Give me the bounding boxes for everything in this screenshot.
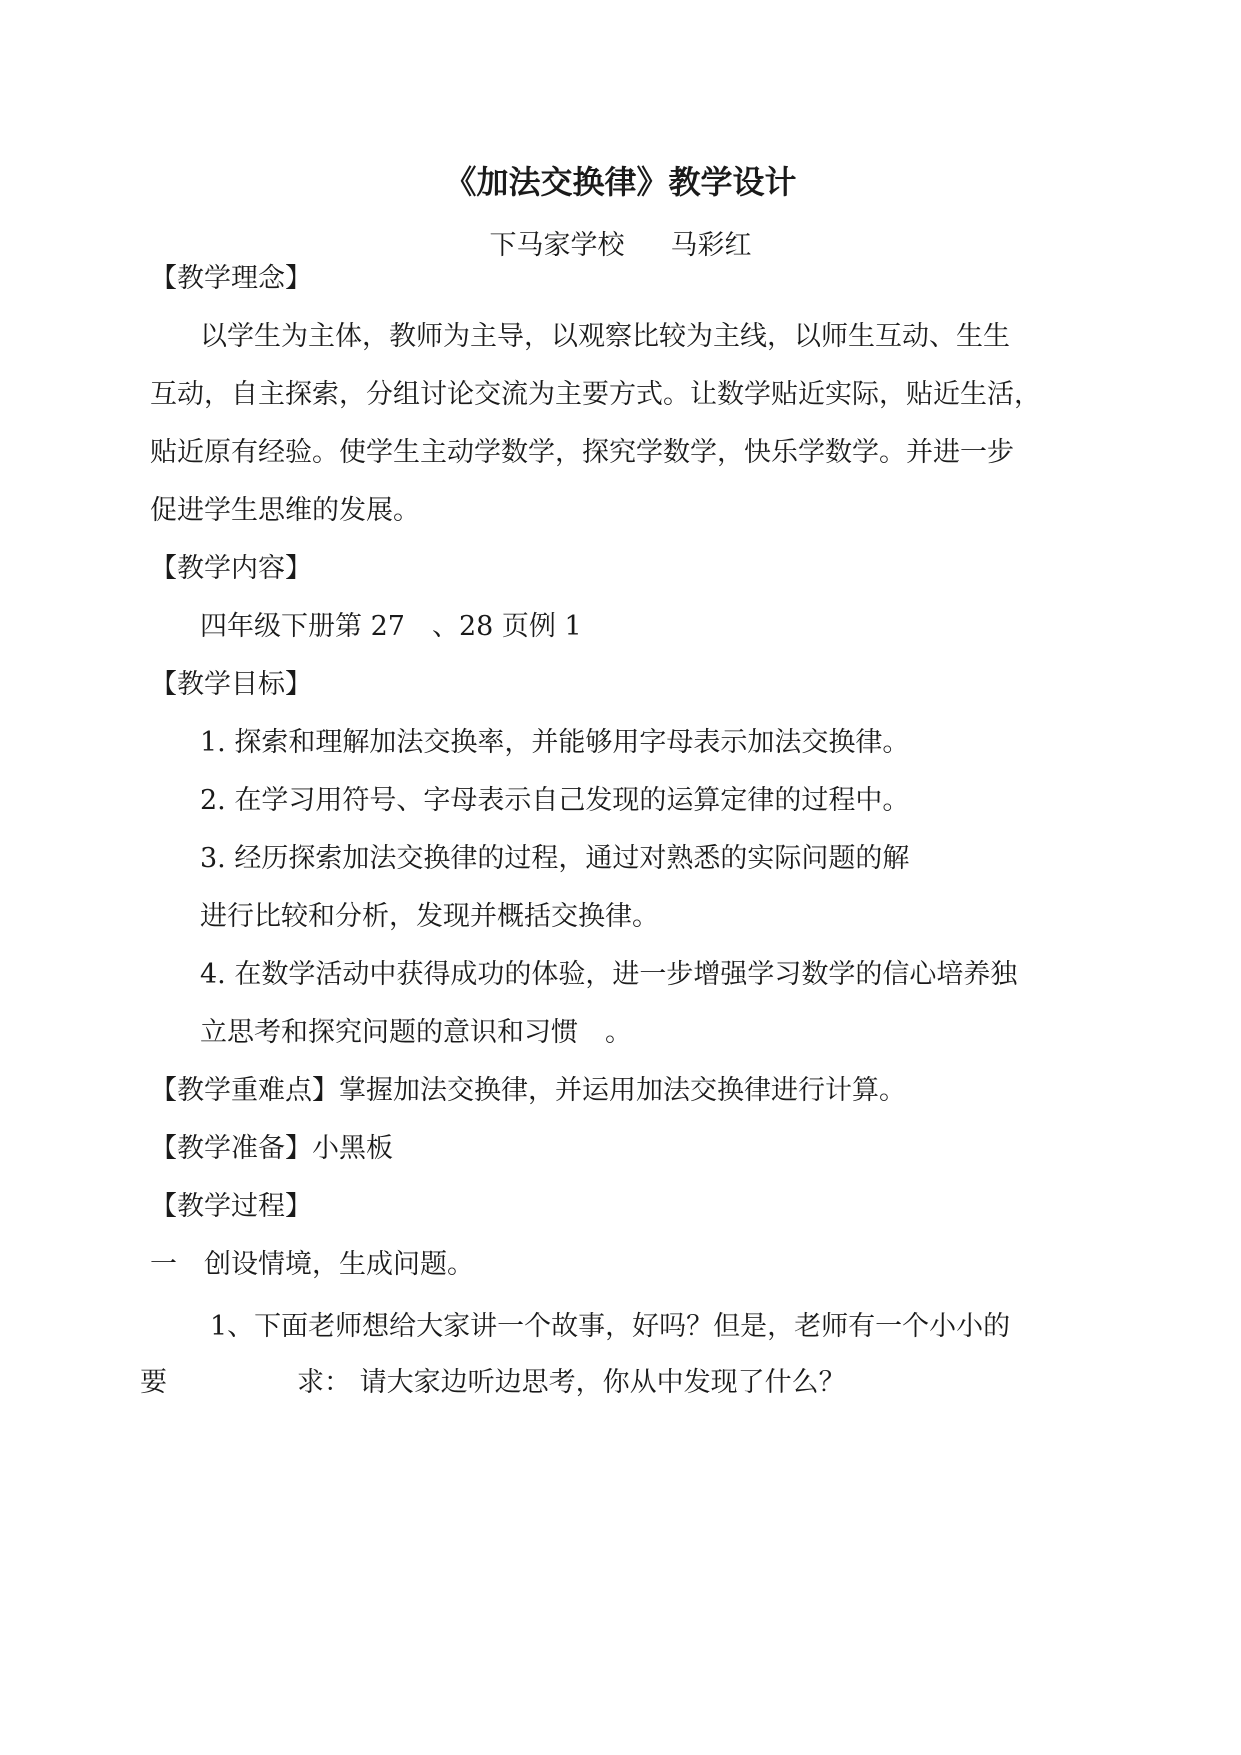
philosophy-line-4: 促进学生思维的发展。 xyxy=(150,495,420,526)
goal-line-1: 1. 探索和理解加法交换率，并能够用字母表示加法交换律。 xyxy=(200,727,910,758)
philosophy-line-1: 以学生为主体，教师为主导，以观察比较为主线，以师生互动、生生 xyxy=(200,321,1010,352)
content-line: 四年级下册第 27 、28 页例 1 xyxy=(200,611,582,642)
step-one-item1-line2 xyxy=(140,1363,846,1403)
document-title: 《加法交换律》教学设计 xyxy=(444,163,797,201)
goal-line-5: 4. 在数学活动中获得成功的体验，进一步增强学习数学的信心培养独 xyxy=(200,959,1018,990)
step-one-item1-line2-b: 求： xyxy=(297,1367,351,1398)
author-name: 马彩红 xyxy=(670,230,752,261)
process-heading: 【教学过程】 xyxy=(150,1191,312,1222)
goal-line-4: 进行比较和分析，发现并概括交换律。 xyxy=(200,901,659,932)
author-school: 下马家学校 xyxy=(489,230,625,261)
goals-heading: 【教学目标】 xyxy=(150,669,312,700)
step-one-item1-line2-c: 请大家边听边思考，你从中发现了什么？ xyxy=(359,1367,846,1398)
content-heading: 【教学内容】 xyxy=(150,553,312,584)
step-one-item1-line2-a: 要 xyxy=(140,1367,167,1398)
philosophy-heading: 【教学理念】 xyxy=(150,263,312,294)
philosophy-line-3: 贴近原有经验。使学生主动学数学，探究学数学，快乐学数学。并进一步 xyxy=(150,437,1014,468)
goal-line-2: 2. 在学习用符号、字母表示自己发现的运算定律的过程中。 xyxy=(200,785,910,816)
step-one-item1-line1: 1、下面老师想给大家讲一个故事，好吗？但是，老师有一个小小的 xyxy=(210,1311,1011,1342)
key-points-line: 【教学重难点】掌握加法交换律，并运用加法交换律进行计算。 xyxy=(150,1075,906,1106)
step-one-heading: 一 创设情境，生成问题。 xyxy=(150,1249,474,1280)
goal-line-6: 立思考和探究问题的意识和习惯 。 xyxy=(200,1017,632,1048)
goal-line-3: 3. 经历探索加法交换律的过程，通过对熟悉的实际问题的解 xyxy=(200,843,910,874)
preparation-line: 【教学准备】小黑板 xyxy=(150,1133,393,1164)
philosophy-line-2: 互动，自主探索，分组讨论交流为主要方式。让数学贴近实际，贴近生活， xyxy=(150,379,1041,410)
